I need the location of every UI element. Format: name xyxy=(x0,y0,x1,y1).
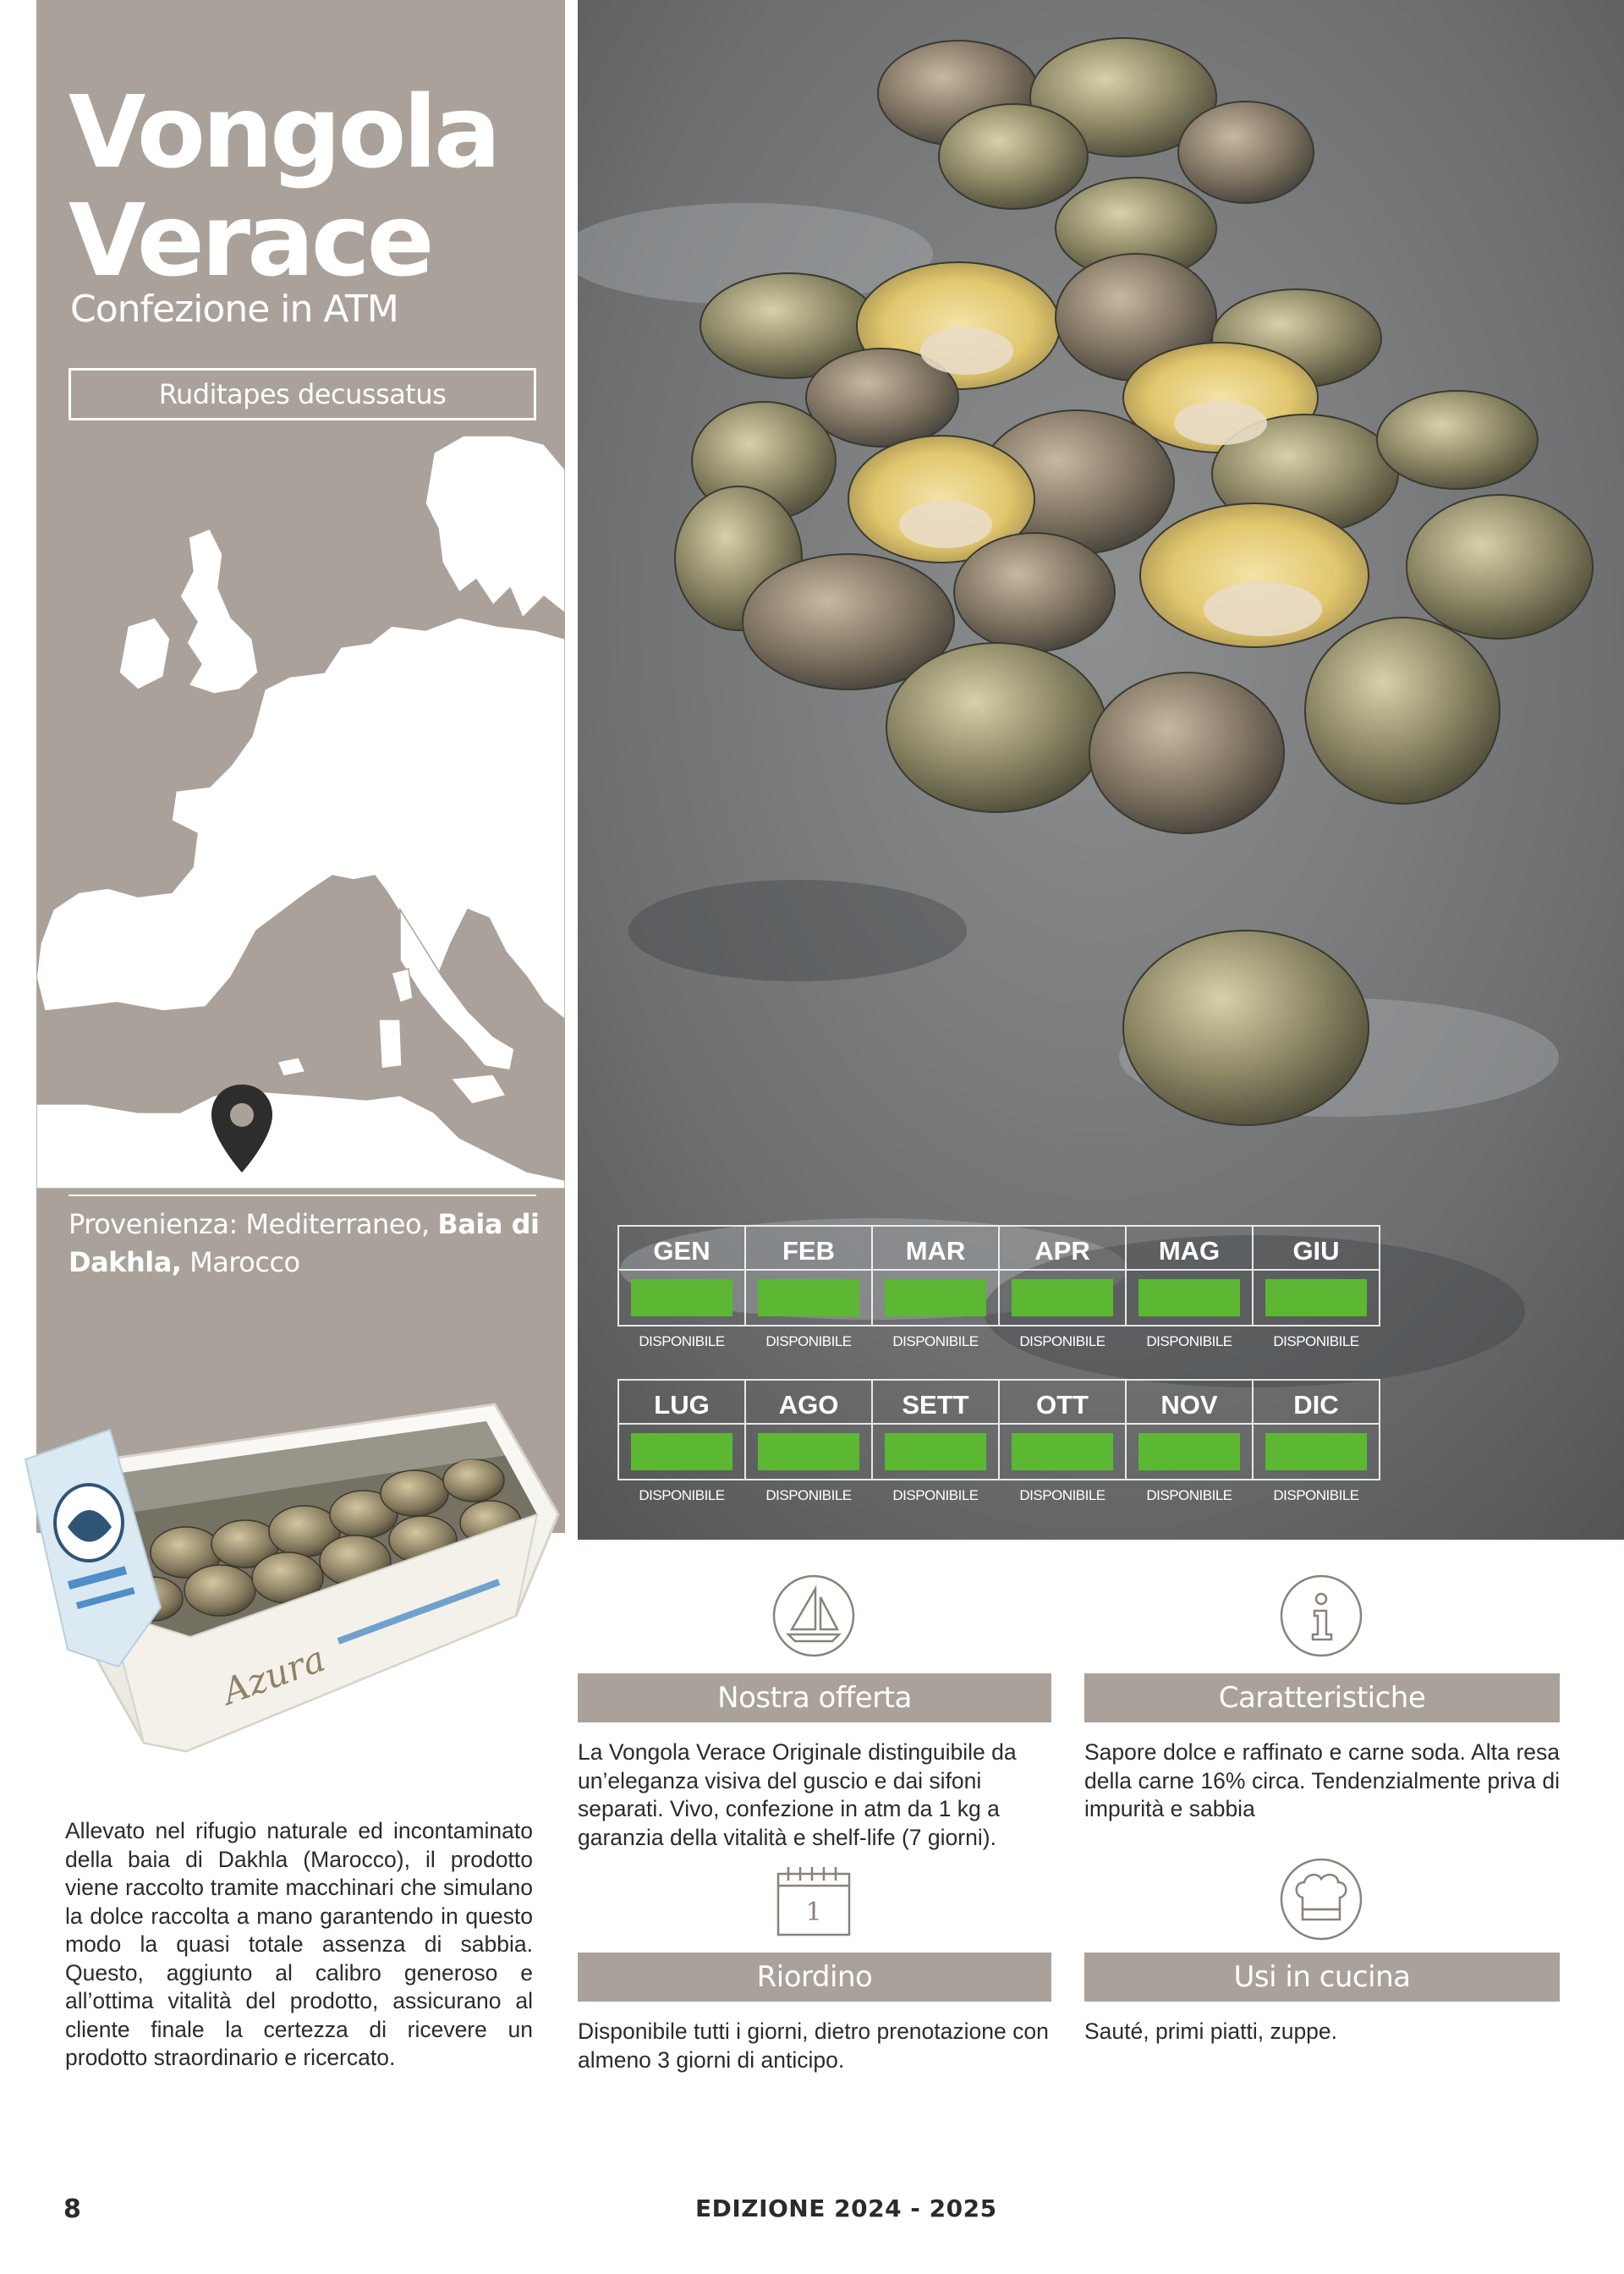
package-brand: Azura xyxy=(217,1637,331,1713)
status-label: DISPONIBILE xyxy=(765,1333,852,1349)
month-label: APR xyxy=(1000,1232,1125,1271)
calendar-icon xyxy=(771,1857,856,1942)
calendar-cell xyxy=(619,1227,746,1349)
title-line-1: Vongola xyxy=(69,74,498,190)
calendar-cell xyxy=(746,1381,873,1503)
availability-bar xyxy=(631,1279,732,1316)
chef-hat-icon xyxy=(1279,1857,1363,1942)
calendar-cell xyxy=(619,1381,746,1503)
offer-text: La Vongola Verace Originale distinguibile da un’eleganza visiva del guscio e dai sifoni separati. Vivo, confezione in atm da 1 kg a garanzia della vitalità e shelf-life (7 giorni). xyxy=(578,1739,1017,1850)
availability-bar xyxy=(1138,1433,1240,1470)
availability-bar xyxy=(885,1279,986,1316)
calendar-cell xyxy=(1127,1227,1254,1349)
title-line-2: Verace xyxy=(69,182,431,299)
availability-bar xyxy=(1138,1279,1240,1316)
product-title xyxy=(69,74,498,299)
product-subtitle: Confezione in ATM xyxy=(70,288,398,331)
month-label: FEB xyxy=(746,1232,871,1271)
kitchen-header: Usi in cucina xyxy=(1084,1953,1560,2002)
reorder-text: Disponibile tutti i giorni, dietro prenotazione con almeno 3 giorni di anticipo. xyxy=(578,2019,1049,2073)
availability-calendar-second xyxy=(617,1379,1380,1503)
calendar-cell xyxy=(1000,1227,1127,1349)
month-label: MAR xyxy=(873,1232,998,1271)
origin-divider xyxy=(69,1195,536,1196)
calendar-cell xyxy=(746,1227,873,1349)
location-pin-icon xyxy=(208,1083,276,1176)
calendar-day-number: 1 xyxy=(805,1898,822,1927)
calendar-row-1 xyxy=(617,1225,1380,1349)
calendar-cell xyxy=(1254,1227,1379,1349)
availability-bar xyxy=(758,1279,859,1316)
status-label: DISPONIBILE xyxy=(1273,1487,1359,1503)
month-label: MAG xyxy=(1127,1232,1252,1271)
page-number: 8 xyxy=(63,2194,81,2224)
offer-header: Nostra offerta xyxy=(578,1673,1051,1722)
availability-bar xyxy=(1012,1279,1113,1316)
month-label: SETT xyxy=(873,1386,998,1425)
status-label: DISPONIBILE xyxy=(1019,1333,1106,1349)
info-icon xyxy=(1279,1574,1363,1658)
kitchen-text: Sauté, primi piatti, zuppe. xyxy=(1084,2019,1338,2044)
month-label: DIC xyxy=(1254,1386,1379,1425)
month-label: GIU xyxy=(1254,1232,1379,1271)
intro-paragraph: Allevato nel rifugio naturale ed incontaminato della baia di Dakhla (Marocco), il prodotto viene raccolto tramite macchinari che simulano la dolce raccolta a mano garantendo in questo modo la quasi totale assenza di sabbia. Questo, aggiunto al calibro generoso e all’ottima vitalità del prodotto, assicurano al cliente finale la certezza di ricevere un prodotto straordinario e ricercato. xyxy=(65,1818,533,2070)
features-header: Caratteristiche xyxy=(1084,1673,1560,1722)
availability-bar xyxy=(1012,1433,1113,1470)
availability-bar xyxy=(1265,1279,1367,1316)
sailboat-icon xyxy=(771,1574,856,1658)
calendar-cell xyxy=(1000,1381,1127,1503)
status-label: DISPONIBILE xyxy=(639,1333,725,1349)
status-label: DISPONIBILE xyxy=(1273,1333,1359,1349)
availability-bar xyxy=(631,1433,732,1470)
availability-bar xyxy=(758,1433,859,1470)
status-label: DISPONIBILE xyxy=(892,1487,979,1503)
edition-label: EDIZIONE 2024 - 2025 xyxy=(695,2194,997,2222)
month-label: GEN xyxy=(619,1232,744,1271)
reorder-header: Riordino xyxy=(578,1953,1051,2002)
calendar-cell xyxy=(873,1381,1000,1503)
status-label: DISPONIBILE xyxy=(892,1333,979,1349)
month-label: LUG xyxy=(619,1386,744,1425)
calendar-cell xyxy=(1127,1381,1254,1503)
month-label: OTT xyxy=(1000,1386,1125,1425)
availability-bar xyxy=(885,1433,986,1470)
calendar-cell xyxy=(873,1227,1000,1349)
status-label: DISPONIBILE xyxy=(1019,1487,1106,1503)
origin-text: Provenienza: Mediterraneo, Baia di Dakhla, Marocco xyxy=(69,1208,540,1278)
species-label: Ruditapes decussatus xyxy=(69,368,536,420)
status-label: DISPONIBILE xyxy=(639,1487,725,1503)
product-package-image xyxy=(17,1396,575,1768)
status-label: DISPONIBILE xyxy=(1146,1487,1232,1503)
calendar-row-2 xyxy=(617,1379,1380,1503)
availability-bar xyxy=(1265,1433,1367,1470)
features-text: Sapore dolce e raffinato e carne soda. Alta resa della carne 16% circa. Tendenzialmente priva di impurità e sabbia xyxy=(1084,1739,1560,1821)
availability-calendar xyxy=(617,1225,1380,1349)
status-label: DISPONIBILE xyxy=(1146,1333,1232,1349)
month-label: AGO xyxy=(746,1386,871,1425)
month-label: NOV xyxy=(1127,1386,1252,1425)
europe-map xyxy=(36,436,565,1189)
product-sidebar xyxy=(36,0,565,1533)
status-label: DISPONIBILE xyxy=(765,1487,852,1503)
calendar-cell xyxy=(1254,1381,1379,1503)
